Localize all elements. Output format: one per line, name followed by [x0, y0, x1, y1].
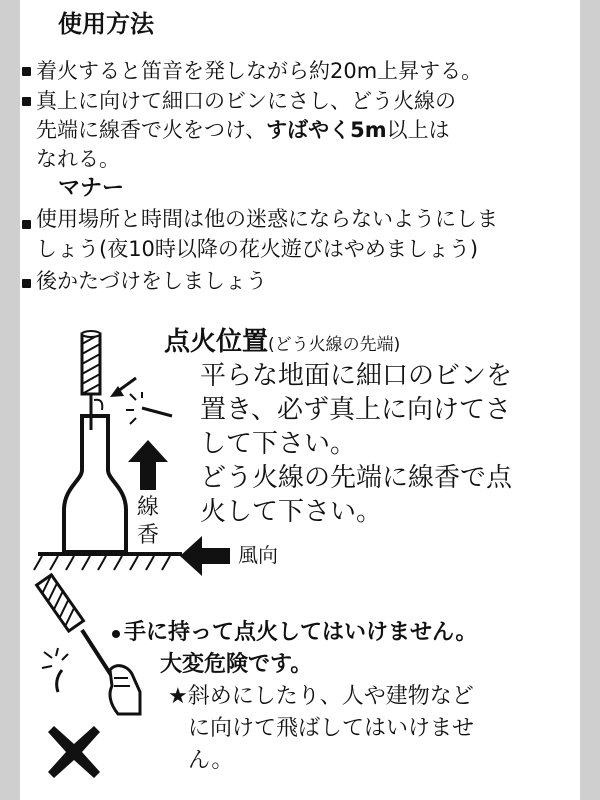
ignition-title — [164, 326, 400, 361]
bullet-marker — [22, 97, 31, 106]
instruction-panel — [20, 0, 580, 800]
incense-label-char-1: 線 — [136, 495, 159, 520]
warning-bullet — [112, 630, 120, 638]
manner-bullet-1-line-2: しょう(夜10時以降の花火遊びはやめましょう) — [36, 237, 479, 261]
ignition-line-1: 平らな地面に細口のビンを — [200, 361, 513, 391]
ignition-line-3: して下さい。 — [200, 429, 357, 459]
usage-bullet-2-line-1: 真上に向けて細口のビンにさし、どう火線の — [36, 89, 456, 113]
usage-bullet-2-line-2 — [36, 117, 450, 143]
right-edge — [580, 0, 600, 800]
usage-bullet-2-line-3: なれる。 — [36, 147, 120, 171]
warning-line-1: 手に持って点火してはいけません。 — [124, 620, 478, 645]
ignition-line-4: どう火線の先端に線香で点 — [200, 463, 513, 493]
prohibited-cross-icon — [48, 726, 100, 778]
ignition-line-5: 火して下さい。 — [200, 497, 383, 527]
ignition-subtitle: (どう火線の先端) — [268, 335, 401, 355]
hand-holding-illustration — [32, 574, 142, 724]
ignition-title-text: 点火位置 — [164, 327, 269, 357]
bullet-marker — [22, 279, 31, 288]
warning-line-2: 大変危険です。 — [160, 652, 313, 677]
up-arrow-icon — [128, 440, 168, 490]
ignition-line-2: 置き、必ず真上に向けてさ — [200, 395, 511, 425]
left-arrow-icon — [180, 536, 230, 576]
warning-line-5: ん。 — [188, 748, 234, 773]
bullet-marker — [22, 220, 31, 229]
manner-bullet-2: 後かたづけをしましょう — [36, 269, 267, 293]
usage-text: 以上は — [386, 118, 450, 142]
wind-direction-label: 風向 — [238, 543, 278, 567]
usage-emphasis: すばやく5m — [266, 118, 387, 142]
incense-label-char-2: 香 — [136, 523, 159, 548]
manner-bullet-1-line-1: 使用場所と時間は他の迷惑にならないようにしま — [36, 207, 498, 231]
warning-line-3: ★斜めにしたり、人や建物など — [168, 684, 474, 709]
left-edge — [0, 0, 20, 800]
usage-text: 先端に線香で火をつけ、 — [36, 118, 267, 142]
warning-line-4: に向けて飛ばしてはいけませ — [188, 716, 475, 741]
usage-heading: 使用方法 — [58, 10, 154, 38]
bullet-marker — [22, 67, 31, 76]
manner-heading: マナー — [58, 176, 125, 201]
usage-bullet-1: 着火すると笛音を発しながら約20m上昇する。 — [36, 59, 483, 83]
